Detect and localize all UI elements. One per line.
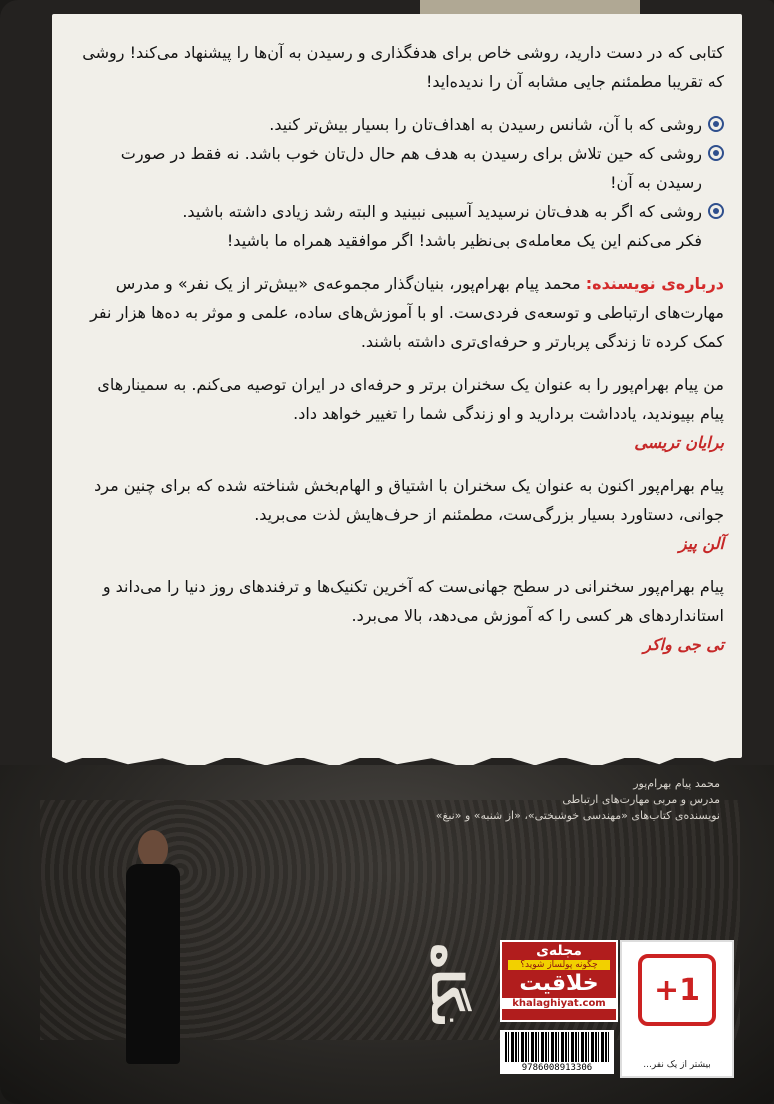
- magazine-url: khalaghiyat.com: [502, 998, 616, 1009]
- series-caption: بیشتر از یک نفر...: [643, 1060, 711, 1070]
- series-badge: [620, 940, 734, 1078]
- magazine-title: مجله‌ی: [536, 943, 582, 959]
- testimonial-author: آلن پیز: [678, 534, 724, 553]
- testimonial-text: من پیام بهرام‌پور را به عنوان یک سخنران برتر و حرفه‌ای در ایران توصیه می‌کنم. به سمینارهای پیام بپیوندید، یادداشت بردارید و او زندگی شما را تغییر خواهد داد.: [97, 375, 724, 423]
- isbn-barcode: [500, 1030, 614, 1074]
- publisher-logo: نگاه: [421, 942, 472, 1028]
- isbn-number: 9786008913306: [521, 1063, 593, 1073]
- magazine-ad: [500, 940, 618, 1022]
- intro-paragraph: کتابی که در دست دارید، روشی خاص برای هدفگذاری و رسیدن به آن‌ها را پیشنهاد می‌کند! روشی که تقریبا مطمئنم جایی مشابه آن را ندیده‌اید!: [82, 43, 724, 91]
- magazine-tagline: چگونه پولساز شوید؟: [508, 960, 610, 970]
- blurb-text: [70, 38, 724, 659]
- plus-one-mark: +1: [638, 954, 716, 1026]
- target-bullet-icon: [708, 145, 724, 161]
- testimonial-text: پیام بهرام‌پور اکنون به عنوان یک سخنران با اشتیاق و الهام‌بخش شناخته شده که برای چنین مرد جوانی، دستاورد بسیار بزرگی‌ست، مطمئنم از حرف‌هایش لذت می‌برید.: [94, 476, 724, 524]
- author-name: محمد پیام بهرام‌پور: [633, 777, 720, 790]
- magazine-name: خلاقیت: [519, 971, 599, 996]
- target-bullet-icon: [708, 116, 724, 132]
- bullet-item: روشی که با آن، شانس رسیدن به اهداف‌تان را بسیار بیش‌تر کنید.: [70, 110, 724, 139]
- author-books: نویسنده‌ی کتاب‌های «مهندسی خوشبختی»، «از شنبه» و «نبغ»: [435, 809, 720, 822]
- speaker-figure: [118, 830, 188, 1070]
- testimonial-author: برایان تریسی: [634, 433, 724, 452]
- testimonial-author: تی جی واکر: [643, 635, 724, 654]
- about-author-label: درباره‌ی نویسنده:: [585, 274, 724, 293]
- target-bullet-icon: [708, 203, 724, 219]
- closing-line: فکر می‌کنم این یک معامله‌ی بی‌نظیر باشد! اگر موافقید همراه ما باشید!: [226, 231, 702, 250]
- barcode-bars: [505, 1032, 609, 1062]
- about-author: [70, 269, 724, 356]
- bullet-item: روشی که حین تلاش برای رسیدن به هدف هم حال دل‌تان خوب باشد. نه فقط در صورت رسیدن به آن!: [70, 139, 724, 197]
- author-role: مدرس و مربی مهارت‌های ارتباطی: [562, 793, 720, 806]
- bullet-item: روشی که اگر به هدف‌تان نرسیدید آسیبی نبینید و البته رشد زیادی داشته باشید.: [70, 197, 724, 226]
- author-caption: [380, 776, 720, 824]
- about-author-text: محمد پیام بهرام‌پور، بنیان‌گذار مجموعه‌ی «بیش‌تر از یک نفر» و مدرس مهارت‌های ارتباطی و توسعه‌ی فردی‌ست. او با آموزش‌های ساده، علمی و موثر به ده‌ها هزار نفر کمک کرده تا زندگی پربارتر و حرفه‌ای‌تری داشته باشند.: [90, 274, 724, 351]
- testimonial-text: پیام بهرام‌پور سخنرانی در سطح جهانی‌ست که آخرین تکنیک‌ها و ترفندهای روز دنیا را می‌داند و استانداردهای هر کسی را که آموزش می‌دهد، بالا می‌برد.: [102, 577, 724, 625]
